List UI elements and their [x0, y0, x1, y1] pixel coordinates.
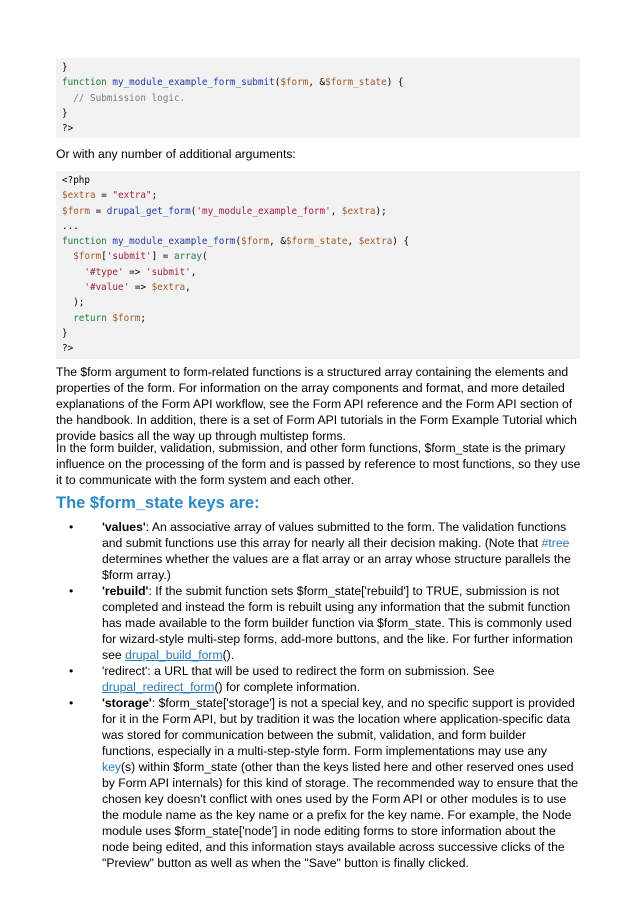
code-line — [62, 121, 580, 136]
code-line — [62, 204, 580, 219]
paragraph-form-builder: In the form builder, validation, submission, and other form functions, $form_state is the primary influence on the processing of the form and is passed by reference to most functions, so they use it to communicate with the form system and each other. — [56, 441, 581, 487]
code-token: ?> — [62, 123, 74, 135]
code-line — [62, 75, 580, 90]
code-token: <?php — [62, 175, 90, 186]
list-item-values — [56, 519, 581, 583]
key-text: : If the submit function sets $form_state['rebuild'] to TRUE, submission is not completed and instead the form is rebuilt using any information that the submit function has made available to the form builder function via $form_state. This is commonly used for wizard-style multi-step forms, add-more buttons, and the like. For further information see — [102, 584, 573, 662]
code-token: my_module_example_form — [112, 236, 236, 248]
key-text: : $form_state['storage'] is not a special key, and no specific support is provided for it in the Form API, but by tradition it was the location where application-specific data was stored for communication between the submit, validation, and form builder functions, especially in a multi-step-style form. Form implementations may use any — [102, 696, 575, 758]
code-line — [62, 341, 580, 356]
code-token — [62, 282, 84, 293]
code-line — [62, 295, 580, 310]
code-token: = — [95, 190, 113, 202]
code-token: $extra — [151, 282, 186, 294]
code-line — [62, 234, 580, 249]
code-token: $extra — [341, 205, 376, 217]
code-line — [62, 173, 580, 188]
code-line — [62, 265, 580, 280]
key-name-values: 'values' — [102, 520, 146, 534]
code-token: return — [73, 312, 113, 324]
code-token — [62, 93, 73, 104]
code-token: , & — [308, 77, 326, 89]
section-heading: The $form_state keys are: — [56, 494, 260, 512]
code-token: [ — [101, 251, 107, 263]
list-item-storage — [56, 695, 581, 871]
code-token: array — [173, 251, 202, 263]
link-drupal-redirect-form[interactable]: drupal_redirect_form — [102, 680, 215, 694]
code-token: => — [129, 282, 152, 294]
code-line — [62, 249, 580, 264]
key-text: : An associative array of values submitted to the form. The validation functions and submit functions use this array for nearly all their decision making. (Note that — [102, 520, 567, 550]
code-token: ?> — [62, 343, 74, 355]
code-line — [62, 280, 580, 295]
code-token: ); — [62, 297, 85, 309]
list-item-redirect — [56, 663, 581, 695]
code-token: ) { — [392, 236, 410, 248]
code-token: $extra — [62, 190, 96, 202]
code-line — [62, 91, 580, 106]
code-line — [62, 311, 580, 326]
code-token — [62, 251, 73, 262]
code-token: 'submit' — [145, 266, 191, 278]
code-token: , — [190, 266, 197, 278]
code-token — [62, 267, 84, 278]
code-token: drupal_get_form — [106, 205, 191, 217]
code-token: "extra" — [112, 190, 152, 202]
code-token: , — [185, 282, 191, 294]
code-token: ( — [235, 236, 242, 248]
code-token: , — [347, 236, 359, 248]
paragraph-additional-arguments: Or with any number of additional arguments: — [56, 147, 296, 161]
code-token — [62, 313, 73, 324]
bullet-icon: • — [69, 696, 74, 710]
key-text: (). — [222, 648, 235, 662]
code-token: } — [62, 327, 68, 339]
code-token: $form — [62, 205, 90, 217]
key-text: (s) within $form_state (other than the keys listed here and other reserved ones used by Form API internals) for this kind of storage. The recommended way to ensure that the chosen key doesn't conflict with ones used by the Form API or other modules is to use the module name as the key name or a prefix for the key name. For example, the Node module uses $form_state['node'] in node editing forms to store information about the node being edited, and this information stays available across successive clicks of the "Preview" button as well as when the "Save" button is finally clicked. — [102, 760, 578, 870]
code-token: = — [90, 205, 107, 217]
code-token: ; — [140, 312, 146, 324]
code-line — [62, 326, 580, 341]
code-token: ( — [190, 205, 197, 217]
code-token: '#value' — [84, 282, 130, 294]
code-block-extra-arguments — [56, 171, 580, 359]
key-text: 'redirect': a URL that will be used to redirect the form on submission. See — [102, 664, 495, 678]
link-drupal-build-form[interactable]: drupal_build_form — [125, 648, 223, 662]
code-token: $form — [112, 312, 141, 324]
code-line — [62, 188, 580, 203]
code-block-submit — [56, 58, 580, 138]
code-token: function — [62, 236, 113, 248]
code-token: ; — [151, 190, 158, 202]
code-token: ... — [62, 220, 79, 232]
code-token: $extra — [358, 236, 393, 248]
bullet-icon: • — [69, 664, 74, 678]
code-line — [62, 60, 580, 75]
code-token: $form_state — [325, 77, 387, 89]
code-token: ( — [274, 77, 281, 89]
code-token: , & — [269, 236, 286, 248]
code-token: '#type' — [84, 266, 124, 278]
code-line — [62, 219, 580, 234]
code-line — [62, 106, 580, 121]
key-text: determines whether the values are a flat array or an array whose structure parallels the $form array.) — [102, 552, 571, 582]
code-token: 'submit' — [106, 251, 152, 263]
code-token: 'my_module_example_form' — [196, 205, 331, 217]
code-token: $form — [73, 251, 102, 263]
code-token: $form_state — [285, 236, 348, 248]
code-token: ) { — [386, 77, 404, 89]
key-name-rebuild: 'rebuild' — [102, 584, 149, 598]
code-token: $form — [241, 236, 270, 248]
paragraph-form-argument: The $form argument to form-related functions is a structured array containing the elements and properties of the form. For information on the array components and format, and more detailed explanations of the Form API workflow, see the Form API reference and the Form API section of the handbook. In addition, there is a set of Form API tutorials in the Form Example Tutorial which provide basics all the way up through multistep forms. — [56, 365, 577, 443]
form-state-keys-list — [56, 519, 581, 871]
link-tree[interactable]: #tree — [541, 536, 570, 550]
code-token: , — [330, 205, 342, 217]
key-text: () for complete information. — [214, 680, 361, 694]
code-token: ( — [201, 251, 208, 263]
bullet-icon: • — [69, 520, 74, 534]
code-token: my_module_example_form_submit — [112, 77, 275, 89]
key-name-storage: 'storage' — [102, 696, 152, 710]
code-token: } — [62, 107, 68, 119]
list-item-rebuild — [56, 583, 581, 663]
bullet-icon: • — [69, 584, 74, 598]
code-token: ); — [375, 205, 387, 217]
link-key[interactable]: key — [102, 760, 121, 774]
code-token: => — [123, 266, 146, 278]
code-token: function — [62, 77, 113, 89]
code-token: // Submission logic. — [73, 92, 186, 104]
code-token: } — [62, 62, 68, 73]
code-token: $form — [280, 77, 309, 89]
code-token: ] = — [151, 251, 174, 263]
